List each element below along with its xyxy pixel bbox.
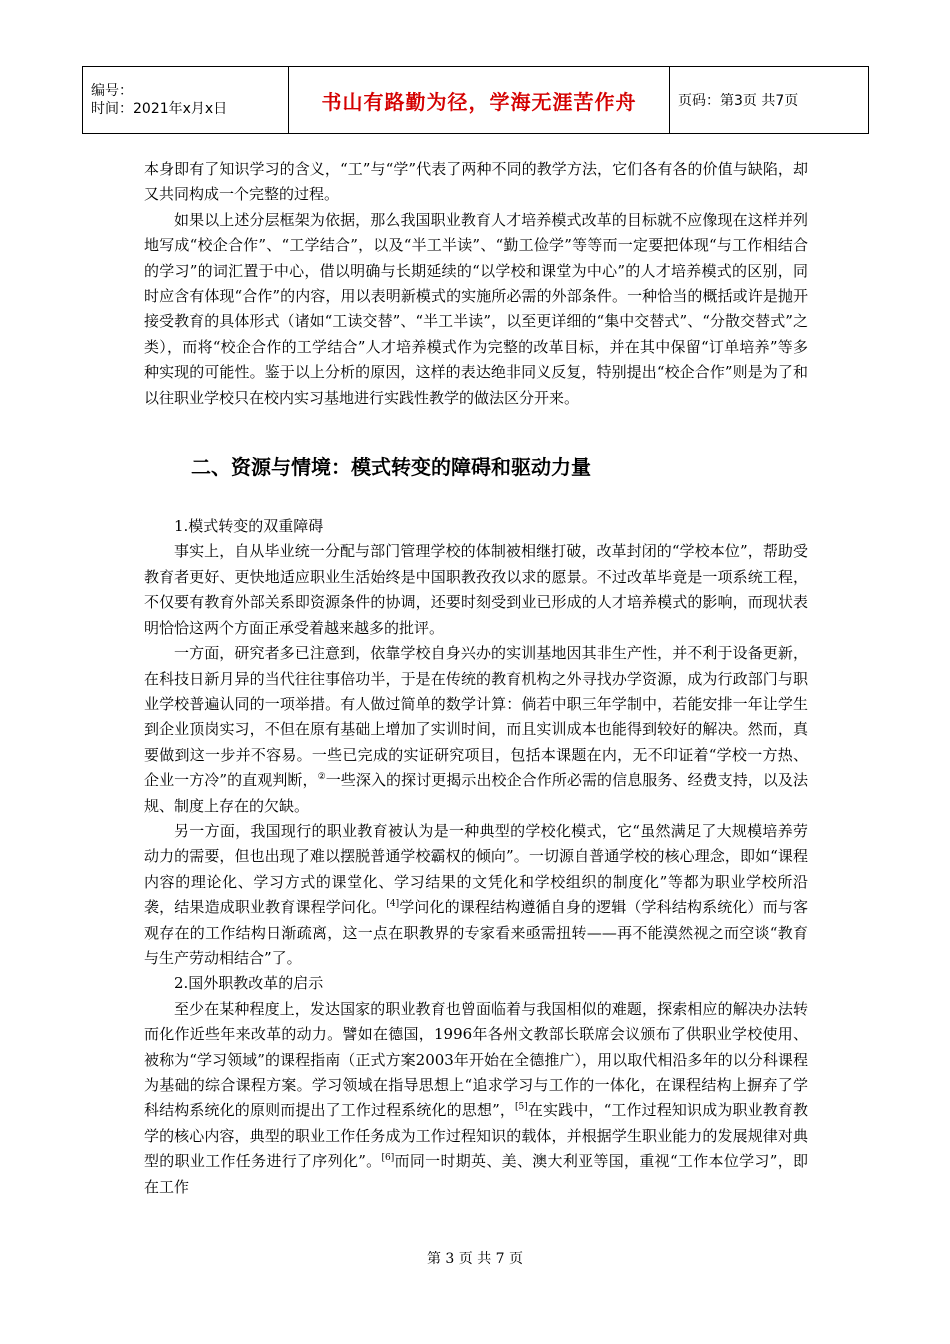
paragraph-text: 至少在某种程度上，发达国家的职业教育也曾面临着与我国相似的难题，探索相应的解决办法转而化作近些年来改革的动力。譬如在德国，1996年各州文教部长联席会议颁布了供职业学校使用、被称为“学习领域”的课程指南（正式方案2003年开始在全德推广），用以取代相沿多年的以分科课程为基础的综合课程方案。学习领域在指导思想上“追求学习与工作的一体化，在课程结构上摒弃了学科结构系统化的原则而提出了工作过程系统化的思想”， xyxy=(144,999,808,1120)
subsection-title: 2.国外职教改革的启示 xyxy=(174,974,324,993)
paragraph-text: 一方面，研究者多已注意到，依靠学校自身兴办的实训基地因其非生产性，并不利于设备更新，在科技日新月异的当代往往事倍功半，于是在传统的教育机构之外寻找办学资源，成为行政部门与职业学校普遍认同的一项举措。有人做过简单的数学计算：倘若中职三年学制中，若能安排一年让学生到企业顶岗实习，不但在原有基础上增加了实训时间，而且实训成本也能得到较好的解决。然而，真要做到这一步并不容易。一些已完成的实证研究项目，包括本课题在内，无不印证着“学校一方热、企业一方冷”的直观判断， xyxy=(144,644,808,790)
paragraph: 如果以上述分层框架为依据，那么我国职业教育人才培养模式改革的目标就不应像现在这样并列地写成“校企合作”、“工学结合”，以及“半工半读”、“勤工俭学”等等而一定要把体现“与工作相结合的学习”的词汇置于中心，借以明确与长期延续的“以学校和课堂为中心”的人才培养模式的区别，同时应含有体现“合作”的内容，用以表明新模式的实施所必需的外部条件。一种恰当的概括或许是抛开接受教育的具体形式（诸如“工读交替”、“半工半读”，以至更详细的“集中交替式”、“分散交替式”之类），而将“校企合作的工学结合”人才培养模式作为完整的改革目标，并在其中保留“订单培养”等多种实现的可能性。鉴于以上分析的原因，这样的表达绝非同义反复，特别提出“校企合作”则是为了和以往职业学校只在校内实习基地进行实践性教学的做法区分开来。 xyxy=(144,210,808,407)
paragraph-text: 学问化的课程结构遵循自身的逻辑（学科结构系统化）而与客观存在的工作结构日渐疏离，这一点在职教界的专家看来亟需扭转——再不能漠然视之而空谈“教育与生产劳动相结合”了。 xyxy=(144,898,808,967)
number-label: 编号： xyxy=(91,83,133,99)
paragraph xyxy=(144,819,808,971)
date-label: 时间：2021年x月x日 xyxy=(91,101,228,117)
paragraph xyxy=(144,641,808,819)
section-heading: 二、资源与情境：模式转变的障碍和驱动力量 xyxy=(191,455,591,480)
footnote-mark: ② xyxy=(317,772,326,783)
paragraph xyxy=(144,997,808,1200)
document-body xyxy=(144,157,808,1200)
document-header xyxy=(82,66,869,134)
citation-mark: [4] xyxy=(386,899,400,910)
citation-mark: [5] xyxy=(515,1102,528,1113)
paragraph-text: 一些深入的探讨更揭示出校企合作所必需的信息服务、经费支持，以及法规、制度上存在的欠缺。 xyxy=(144,771,809,815)
paragraph: 事实上，自从毕业统一分配与部门管理学校的体制被相继打破，改革封闭的“学校本位”，帮助受教育者更好、更快地适应职业生活始终是中国职教孜孜以求的愿景。不过改革毕竟是一项系统工程，不仅要有教育外部关系即资源条件的协调，还要时刻受到业已形成的人才培养模式的影响，而现状表明恰恰这两个方面正承受着越来越多的批评。 xyxy=(144,542,808,637)
header-motto: 书山有路勤为径，学海无涯苦作舟 xyxy=(289,67,670,134)
subsection-title: 1.模式转变的双重障碍 xyxy=(174,517,324,536)
paragraph-text: 在实践中，“工作过程知识成为职业教育教学的核心内容，典型的职业工作任务成为工作过程知识的载体，并根据学生职业能力的发展规律对典型的职业工作任务进行了序列化”。 xyxy=(144,1101,809,1171)
paragraph-text: 另一方面，我国现行的职业教育被认为是一种典型的学校化模式，它“虽然满足了大规模培养劳动力的需要，但也出现了难以摆脱普通学校霸权的倾向”。一切源自普通学校的核心理念，即如“课程内容的理论化、学习方式的课堂化、学习结果的文凭化和学校组织的制度化”等都为职业学校所沿袭，结果造成职业教育课程学问化。 xyxy=(144,821,808,917)
page-footer: 第 3 页 共 7 页 xyxy=(426,1251,524,1267)
citation-mark: [6] xyxy=(381,1153,395,1164)
header-meta xyxy=(83,67,289,134)
paragraph-text: 而同一时期英、美、澳大利亚等国，重视“工作本位学习”，即在工作 xyxy=(144,1152,808,1196)
header-page-info: 页码：第3页 共7页 xyxy=(670,67,869,134)
paragraph: 本身即有了知识学习的含义，“工”与“学”代表了两种不同的教学方法，它们各有各的价值与缺陷，却又共同构成一个完整的过程。 xyxy=(144,160,808,204)
